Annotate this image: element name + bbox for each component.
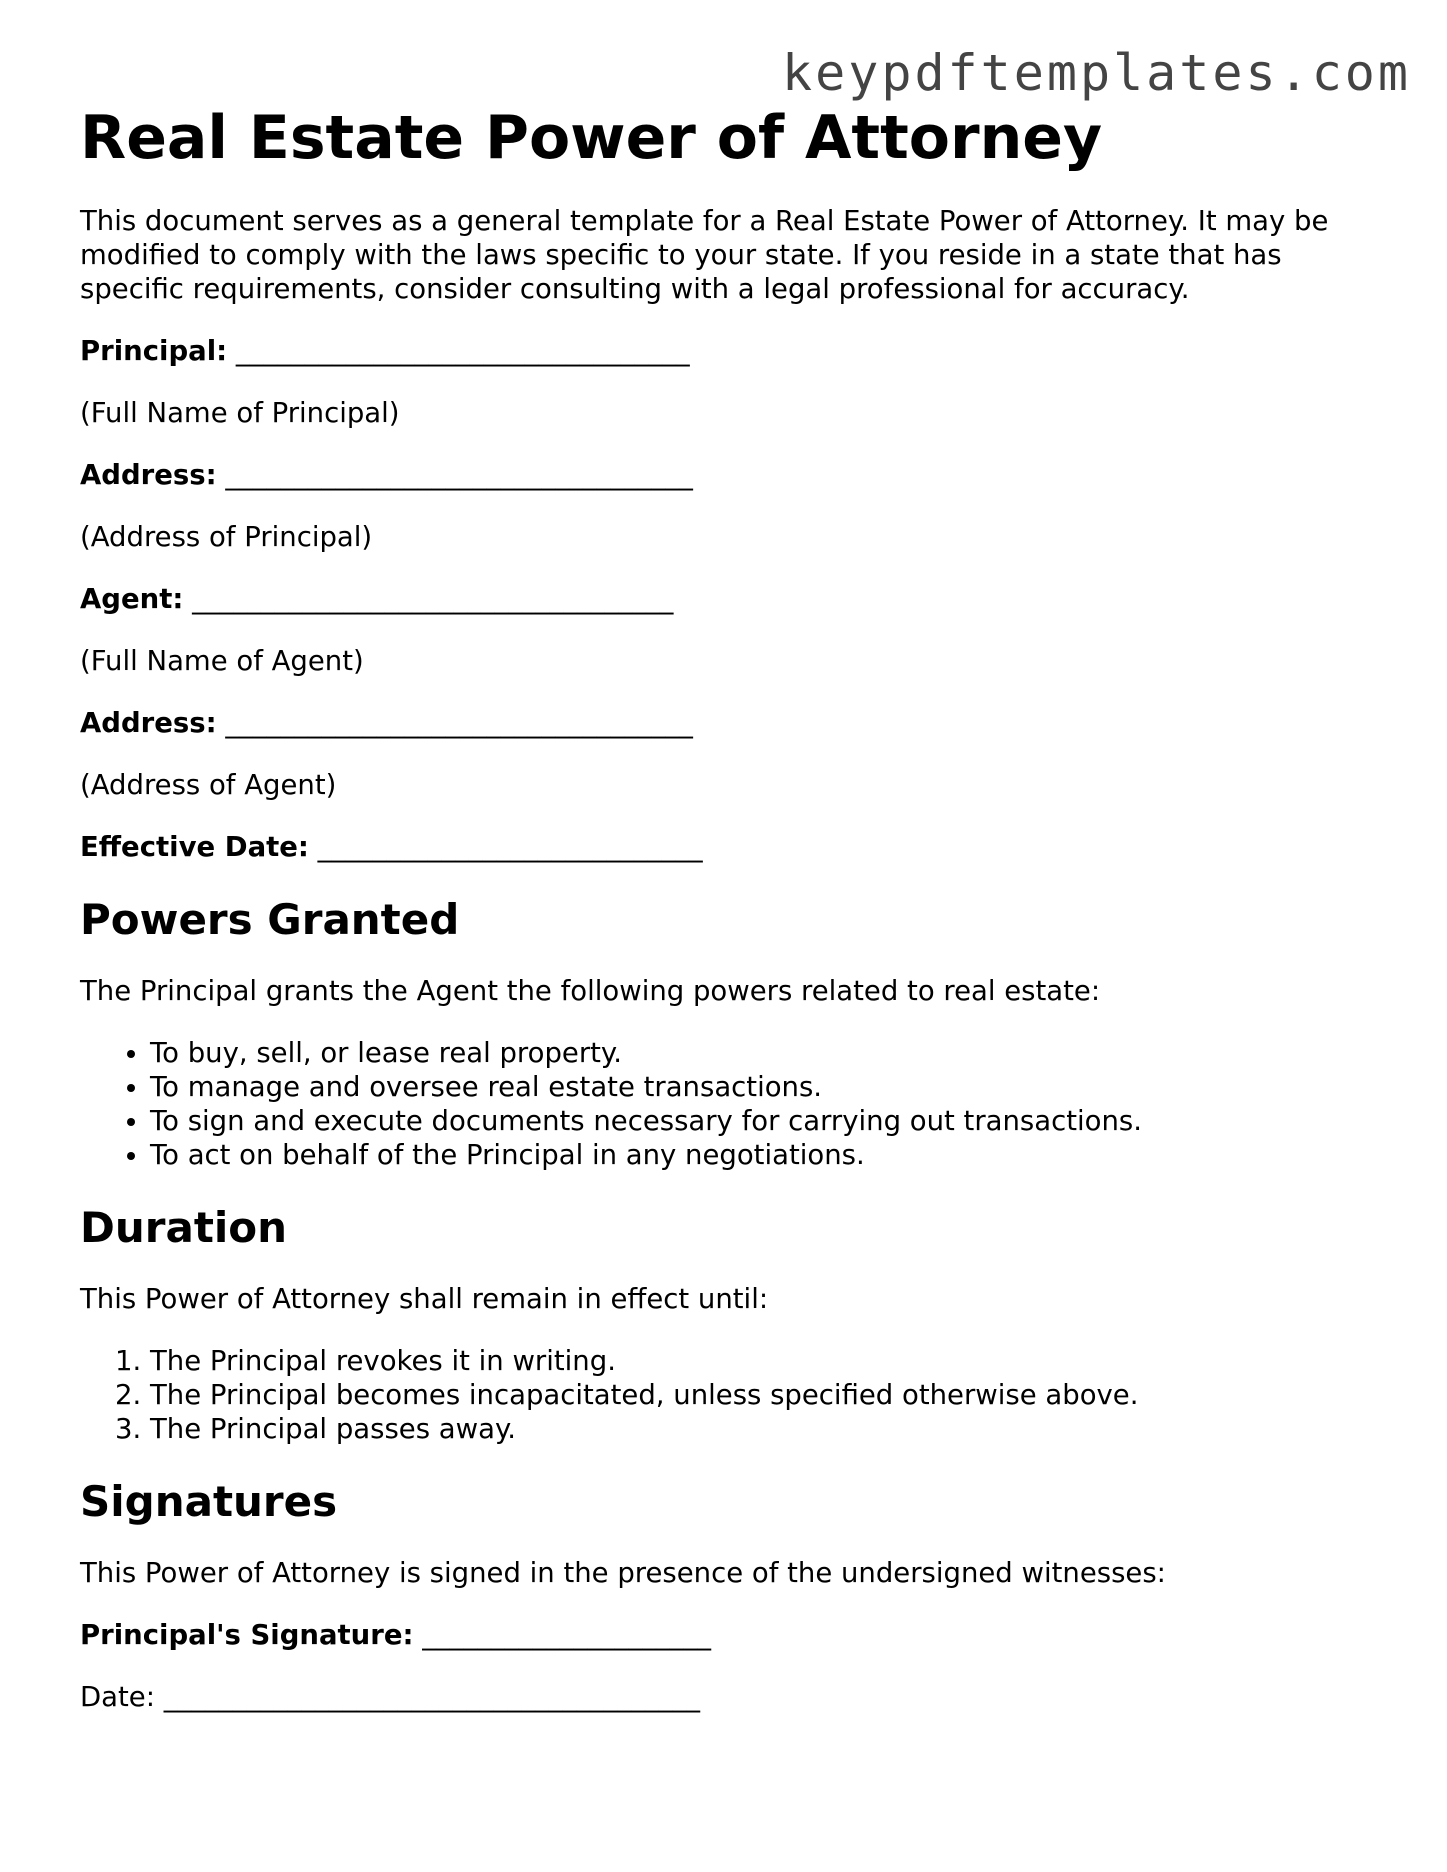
duration-list bbox=[80, 1344, 1380, 1446]
effective-date-label: Effective Date: bbox=[80, 831, 309, 863]
signatures-text: This Power of Attorney is signed in the presence of the undersigned witnesses: bbox=[80, 1557, 1166, 1589]
principal-address-line[interactable]: __________________________________ bbox=[225, 459, 693, 491]
principal-signature-line[interactable]: _____________________ bbox=[422, 1619, 711, 1651]
signature-date-line[interactable]: _______________________________________ bbox=[163, 1681, 700, 1713]
agent-label: Agent: bbox=[80, 583, 184, 615]
principal-signature-field bbox=[80, 1618, 1380, 1652]
principal-note: (Full Name of Principal) bbox=[80, 397, 400, 429]
principal-address-note: (Address of Principal) bbox=[80, 521, 373, 553]
duration-heading: Duration bbox=[80, 1203, 288, 1252]
effective-date-field bbox=[80, 830, 1380, 864]
agent-address-line[interactable]: __________________________________ bbox=[225, 707, 693, 739]
page-title: Real Estate Power of Attorney bbox=[80, 103, 1103, 173]
principal-label: Principal: bbox=[80, 335, 228, 367]
list-item: 2. The Principal becomes incapacitated, unless specified otherwise above. bbox=[150, 1378, 1380, 1412]
list-item: 3. The Principal passes away. bbox=[150, 1412, 1380, 1446]
list-item: • To act on behalf of the Principal in any negotiations. bbox=[150, 1138, 1380, 1172]
powers-list bbox=[80, 1036, 1380, 1172]
principal-address-label: Address: bbox=[80, 459, 217, 491]
list-item: • To sign and execute documents necessary for carrying out transactions. bbox=[150, 1104, 1380, 1138]
list-item: • To manage and oversee real estate transactions. bbox=[150, 1070, 1380, 1104]
agent-address-note: (Address of Agent) bbox=[80, 769, 337, 801]
agent-address-label: Address: bbox=[80, 707, 217, 739]
powers-heading: Powers Granted bbox=[80, 895, 460, 944]
principal-address-field bbox=[80, 458, 1380, 492]
agent-note: (Full Name of Agent) bbox=[80, 645, 364, 677]
effective-date-line[interactable]: ____________________________ bbox=[317, 831, 703, 863]
watermark: keypdftemplates.com bbox=[782, 44, 1411, 102]
list-item: • To buy, sell, or lease real property. bbox=[150, 1036, 1380, 1070]
agent-address-field bbox=[80, 706, 1380, 740]
agent-field bbox=[80, 582, 1380, 616]
powers-text: The Principal grants the Agent the following powers related to real estate: bbox=[80, 975, 1101, 1007]
list-item: 1. The Principal revokes it in writing. bbox=[150, 1344, 1380, 1378]
document-page bbox=[80, 100, 1380, 1714]
principal-name-line[interactable]: _________________________________ bbox=[235, 335, 690, 367]
principal-field bbox=[80, 334, 1380, 368]
agent-name-line[interactable]: ___________________________________ bbox=[192, 583, 674, 615]
intro-paragraph: This document serves as a general template for a Real Estate Power of Attorney. It may be modified to comply with the laws specific to your state. If you reside in a state that has specific requirements, consider consulting with a legal professional for accuracy. bbox=[80, 205, 1329, 305]
signatures-heading: Signatures bbox=[80, 1477, 338, 1526]
signature-date-field bbox=[80, 1680, 1380, 1714]
principal-signature-label: Principal's Signature: bbox=[80, 1619, 414, 1651]
signature-date-label: Date: bbox=[80, 1681, 155, 1713]
duration-text: This Power of Attorney shall remain in effect until: bbox=[80, 1283, 769, 1315]
